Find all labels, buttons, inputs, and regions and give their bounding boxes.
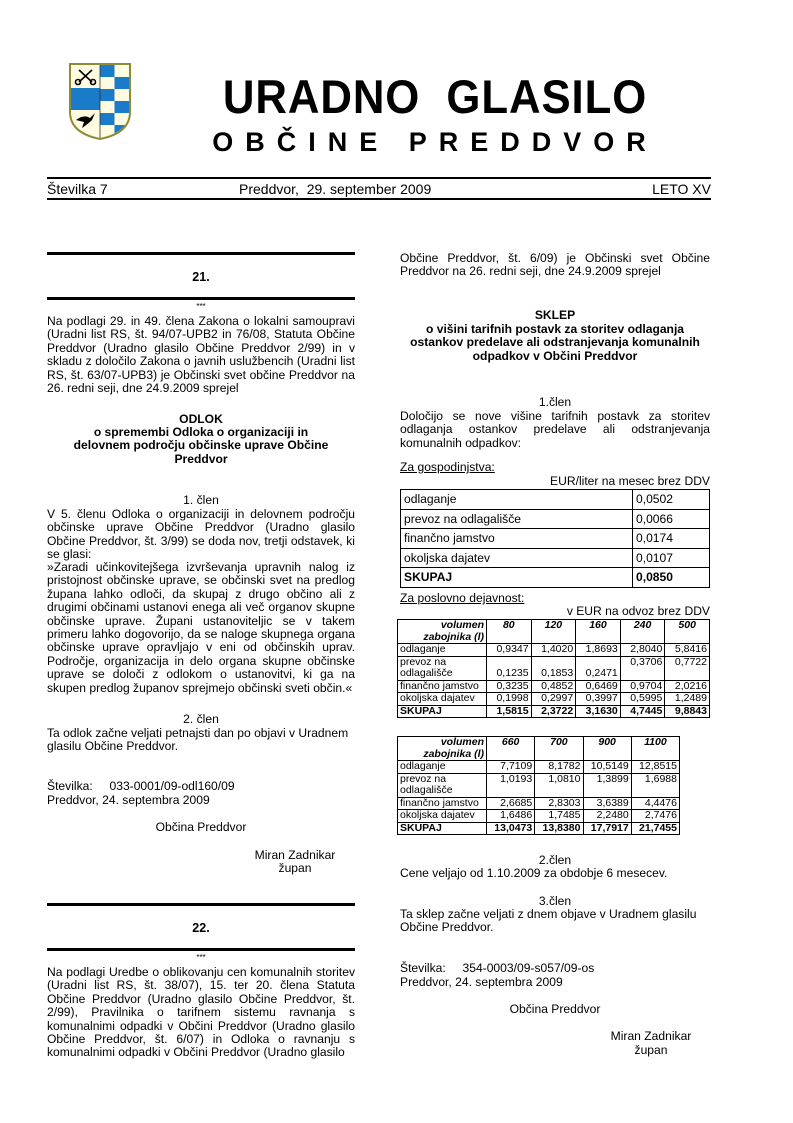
column-header: 160 — [576, 620, 621, 644]
cell: 2,8303 — [535, 797, 583, 810]
cell: 0,4852 — [531, 680, 576, 693]
publication-subtitle: OBČINE PREDDVOR — [212, 127, 658, 157]
issue-year: LETO XV — [652, 181, 711, 197]
publication-title: URADNO GLASILO — [222, 70, 648, 123]
cell: 2,0216 — [665, 680, 710, 693]
cell: 0,3235 — [487, 680, 532, 693]
row-label: okoljska dajatev — [398, 810, 487, 823]
article21-clen2-text: Ta odlok začne veljati petnajsti dan po objavi v Uradnem glasilu Občine Preddvor. — [47, 726, 349, 754]
cell: 3,1630 — [576, 705, 621, 718]
table-row — [401, 529, 710, 549]
table-row — [401, 490, 710, 510]
article22-clen3-text: Ta sklep začne veljati z dnem objave v Uradnem glasilu Občine Preddvor. — [400, 907, 697, 935]
cell: 0,1998 — [487, 693, 532, 706]
column-header: 240 — [620, 620, 665, 644]
cell: 0,3997 — [576, 693, 621, 706]
cell: 0,1853 — [531, 656, 576, 680]
cell: 1,0193 — [487, 773, 535, 797]
article21-signer-title: župan — [278, 861, 312, 875]
cell: 4,4476 — [631, 797, 679, 810]
cell: 7,7109 — [487, 761, 535, 774]
cell: 0,2471 — [576, 656, 621, 680]
cell: 1,8693 — [576, 644, 621, 657]
article22-issuer: Občina Preddvor — [509, 1002, 601, 1016]
row-label: SKUPAJ — [401, 568, 633, 588]
separator-stars: *** — [196, 302, 206, 311]
cell: 0,2997 — [531, 693, 576, 706]
section-rule — [47, 903, 355, 906]
cell: 1,7485 — [535, 810, 583, 823]
row-label: prevoz na odlagališče — [401, 509, 633, 529]
row-label: SKUPAJ — [398, 822, 487, 835]
cell: 17,7917 — [583, 822, 631, 835]
article22-preamble-left: Na podlagi Uredbe o oblikovanju cen komunalnih storitev (Uradni list RS, št. 38/07), 15. ter 20. člena Statuta Občine Preddvor (Uradno glasilo Občine Preddvor, št. 2/99), Pravilnika o tarifnem sistemu ravnanja s komunalnimi odpadki v Občini Preddvor (Uradno glasilo Občine Preddvor, št. 6/07) in Odloka o ravnanju s komunalnimi odpadki v Občini Preddvor (Uradno glasilo — [47, 965, 355, 1060]
article21-reference-number: Številka: 033-0001/09-odl160/09 — [47, 779, 235, 793]
article22-signer-name: Miran Zadnikar — [610, 1029, 692, 1043]
issue-info-bar — [47, 180, 711, 198]
header-rule-bottom — [47, 198, 711, 200]
business-label: Za poslovno dejavnost: — [400, 591, 525, 605]
table-row — [398, 656, 710, 680]
table-row — [401, 548, 710, 568]
table-row — [401, 509, 710, 529]
header-rule-top — [47, 177, 711, 179]
cell: 3,6389 — [583, 797, 631, 810]
column-header: 500 — [665, 620, 710, 644]
article22-date: Preddvor, 24. septembra 2009 — [400, 975, 563, 989]
section-rule — [47, 297, 355, 300]
row-value: 0,0850 — [633, 568, 710, 588]
issue-number: Številka 7 — [47, 181, 108, 197]
table-row — [398, 773, 680, 797]
business-tariff-table-2 — [397, 736, 680, 835]
cell: 2,7476 — [631, 810, 679, 823]
article22-preamble-right: Občine Preddvor, št. 6/09) je Občinski svet Občine Preddvor na 26. redni seji, dne 24.9.2009 sprejel — [400, 251, 710, 279]
cell: 13,0473 — [487, 822, 535, 835]
article21-preamble: Na podlagi 29. in 49. člena Zakona o lokalni samoupravi (Uradni list RS, št. 94/07-UPB2 in 76/08, Statuta Občine Preddvor (Uradno glasilo Občine Preddvor 2/99) in v skladu z določilo Zakona o javnih uslužbencih (Uradni list RS, št. 63/07-UPB3) je Občinski svet občine Preddvor na 26. redni seji, dne 24.9.2009 sprejel — [47, 314, 355, 396]
table-header-row — [398, 620, 710, 644]
table-row-total — [398, 705, 710, 718]
table-row — [398, 797, 680, 810]
article21-clen1-text2: »Zaradi učinkovitejšega izvrševanja upravnih nalog iz pristojnost občinske uprave, se občinski svet na predlog župana lahko odloči, da skupaj z drugo občino ali z drugimi občinami ustanovi enega ali več organov skupne občinske uprave. Župani ustanoviteljic se v takem primeru lahko dogovorijo, da se naloge skupnega organa občinske uprave opravljajo v eni od občinskih uprav. Področje, organizacija in delo organa skupne občinske uprave se določi z odlokom o ustanovitvi, ki ga na skupen predlog županov sprejmejo občinski sveti občin.« — [47, 560, 355, 695]
cell: 0,9704 — [620, 680, 665, 693]
article22-clen1-heading: 1.člen — [538, 395, 572, 409]
section-rule — [47, 948, 355, 951]
row-label: prevoz na odlagališče — [398, 773, 487, 797]
column-header: volumen zabojnika (l) — [398, 620, 487, 644]
row-label: finančno jamstvo — [398, 680, 487, 693]
cell: 5,8416 — [665, 644, 710, 657]
issue-date: Preddvor, 29. september 2009 — [239, 181, 432, 197]
row-value: 0,0174 — [633, 529, 710, 549]
article-number-21: 21. — [192, 270, 210, 284]
coat-of-arms-icon — [68, 62, 132, 140]
row-label: odlaganje — [398, 761, 487, 774]
column-header: 120 — [531, 620, 576, 644]
table-row-total — [401, 568, 710, 588]
households-label: Za gospodinjstva: — [400, 460, 495, 474]
cell: 1,2489 — [665, 693, 710, 706]
article-number-22: 22. — [192, 921, 210, 935]
article22-doc-type: SKLEP — [534, 308, 576, 322]
row-label: SKUPAJ — [398, 705, 487, 718]
article21-doc-type: ODLOK — [179, 412, 223, 426]
row-label: finančno jamstvo — [401, 529, 633, 549]
table-row — [398, 644, 710, 657]
article22-clen3-heading: 3.člen — [538, 894, 572, 908]
cell: 13,8380 — [535, 822, 583, 835]
households-tariff-table — [400, 489, 710, 588]
row-value: 0,0066 — [633, 509, 710, 529]
table-row — [398, 680, 710, 693]
row-label: finančno jamstvo — [398, 797, 487, 810]
cell: 0,7722 — [665, 656, 710, 680]
cell: 2,3722 — [531, 705, 576, 718]
cell: 1,5815 — [487, 705, 532, 718]
cell: 2,2480 — [583, 810, 631, 823]
table-header-row — [398, 737, 680, 761]
cell: 1,3899 — [583, 773, 631, 797]
cell: 9,8843 — [665, 705, 710, 718]
table-row — [398, 810, 680, 823]
row-label: odlaganje — [398, 644, 487, 657]
table-row — [398, 693, 710, 706]
column-header: 80 — [487, 620, 532, 644]
cell: 12,8515 — [631, 761, 679, 774]
cell: 1,4020 — [531, 644, 576, 657]
row-label: prevoz na odlagališče — [398, 656, 487, 680]
article21-issuer: Občina Preddvor — [155, 820, 247, 834]
article22-signer-title: župan — [634, 1043, 668, 1057]
cell: 21,7455 — [631, 822, 679, 835]
row-label: odlaganje — [401, 490, 633, 510]
cell: 0,5995 — [620, 693, 665, 706]
article22-clen2-text: Cene veljajo od 1.10.2009 za obdobje 6 mesecev. — [400, 866, 668, 880]
cell: 0,6469 — [576, 680, 621, 693]
column-header: 660 — [487, 737, 535, 761]
business-unit: v EUR na odvoz brez DDV — [566, 604, 710, 618]
article21-clen2-heading: 2. člen — [183, 712, 219, 726]
table-row — [398, 761, 680, 774]
column-header: 900 — [583, 737, 631, 761]
article22-clen2-heading: 2.člen — [538, 853, 572, 867]
table-row-total — [398, 822, 680, 835]
cell: 0,1235 — [487, 656, 532, 680]
column-header: volumen zabojnika (l) — [398, 737, 487, 761]
separator-stars: *** — [196, 953, 206, 962]
cell: 4,7445 — [620, 705, 665, 718]
article21-doc-title: o spremembi Odloka o organizaciji in delovnem področju občinske uprave Občine Preddvor — [73, 425, 329, 466]
cell: 2,8040 — [620, 644, 665, 657]
article22-clen1-text: Določijo se nove višine tarifnih postavk za storitev odlaganja ostankov predelave ali odstranjevanja komunalnih odpadkov: — [400, 409, 710, 450]
article21-signer-name: Miran Zadnikar — [254, 848, 336, 862]
row-label: okoljska dajatev — [401, 548, 633, 568]
cell: 0,3706 — [620, 656, 665, 680]
article22-doc-title: o višini tarifnih postavk za storitev odlaganja ostankov predelave ali odstranjevanja komunalnih odpadkov v Občini Preddvor — [410, 322, 700, 363]
row-label: okoljska dajatev — [398, 693, 487, 706]
section-rule — [47, 252, 355, 255]
column-header: 1100 — [631, 737, 679, 761]
cell: 10,5149 — [583, 761, 631, 774]
article22-reference-number: Številka: 354-0003/09-s057/09-os — [400, 961, 595, 975]
row-value: 0,0502 — [633, 490, 710, 510]
households-unit: EUR/liter na mesec brez DDV — [550, 474, 710, 488]
business-tariff-table-1 — [397, 619, 710, 718]
column-header: 700 — [535, 737, 583, 761]
article21-date: Preddvor, 24. septembra 2009 — [47, 793, 210, 807]
cell: 8,1782 — [535, 761, 583, 774]
cell: 1,0810 — [535, 773, 583, 797]
row-value: 0,0107 — [633, 548, 710, 568]
cell: 1,6988 — [631, 773, 679, 797]
cell: 1,6486 — [487, 810, 535, 823]
article21-clen1-text1: V 5. členu Odloka o organizaciji in delovnem področju občinske uprave Občine Preddvor (Uradno glasilo Občine Preddvor, št. 3/99) se doda nov, tretji odstavek, ki se glasi: — [47, 507, 355, 562]
cell: 2,6685 — [487, 797, 535, 810]
article21-clen1-heading: 1. člen — [183, 493, 219, 507]
cell: 0,9347 — [487, 644, 532, 657]
